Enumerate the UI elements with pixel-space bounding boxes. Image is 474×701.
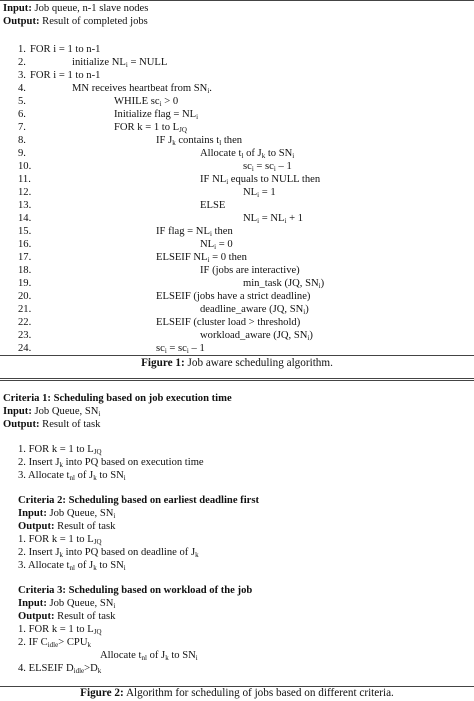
algo1-input-text: Job queue, n-1 slave nodes (34, 3, 149, 14)
algo2-line: Criteria 1: Scheduling based on job execution time (3, 393, 232, 404)
top-rule (0, 0, 474, 1)
algo2-top-rule (0, 378, 474, 379)
algo1-line-text: Allocate $t_l$ of $J_k$ to $SN_i$ (200, 148, 295, 160)
algo2-line: 1. FOR k = 1 to $L_{JQ}$ (18, 534, 102, 546)
algo1-line-number: 13. (18, 200, 32, 211)
algo1-line-number: 23. (18, 330, 32, 341)
algo1-line-number: 14. (18, 213, 32, 224)
algo1-line-number: 7. (18, 122, 26, 133)
algo2-line: 1. FOR k = 1 to $L_{JQ}$ (18, 624, 102, 636)
algo2-line: 2. Insert $J_k$ into PQ based on execution time (18, 457, 204, 469)
figure2-caption (0, 687, 474, 700)
algo1-bottom-rule (0, 355, 474, 356)
algo2-line: 3. Allocate $t_{nl}$ of $J_k$ to $SN_i$ (18, 470, 126, 482)
figure1-caption-text: Job aware scheduling algorithm. (187, 357, 333, 369)
algo1-line-text: FOR i = 1 to n-1 (30, 44, 101, 55)
figure2-caption-text: Algorithm for scheduling of jobs based on different criteria. (125, 687, 394, 699)
algo2-line: Output: Result of task (18, 521, 116, 532)
algo2-line: Input: Job Queue, $SN_i$ (3, 406, 101, 418)
algo1-line-text: IF $NL_i$ equals to NULL then (200, 174, 321, 186)
algo1-line-text: MN receives heartbeat from $SN_i$. (72, 83, 212, 95)
algo1-line-text: ELSEIF (cluster load > threshold) (156, 317, 301, 328)
algo1-input-label: Input: (3, 3, 32, 14)
algo1-line-number: 17. (18, 252, 32, 263)
figure1-caption-label: Figure 1: (141, 357, 185, 369)
algo1-line-text: Initialize flag = $NL_i$ (114, 109, 199, 121)
algo1-output (3, 15, 148, 28)
algo1-line-number: 8. (18, 135, 26, 146)
algo1-line-number: 4. (18, 83, 26, 94)
figure1-caption (0, 357, 474, 370)
algo1-line-number: 16. (18, 239, 32, 250)
algo2-line: Criteria 2: Scheduling based on earliest deadline first (18, 495, 259, 506)
algo2-line: 2. IF $C_{idle}> CPU_k$ (18, 637, 91, 649)
algo1-line-number: 11. (18, 174, 31, 185)
algo2-line: Output: Result of task (18, 611, 116, 622)
algo2-line: Allocate $t_{nl}$ of $J_k$ to $SN_i$ (100, 650, 198, 662)
algo1-line-text: WHILE $sc_i > 0$ (114, 96, 179, 108)
algo1-line-number: 6. (18, 109, 26, 120)
algo1-output-label: Output: (3, 16, 40, 27)
algo1-line-text: ELSEIF (jobs have a strict deadline) (156, 291, 311, 302)
algo1-line-text: ELSEIF $NL_i = 0$ then (156, 252, 247, 264)
algo1-line-number: 20. (18, 291, 32, 302)
algo1-line-number: 21. (18, 304, 32, 315)
algo1-line-number: 5. (18, 96, 26, 107)
algo1-line-text: ELSE (200, 200, 226, 211)
algo1-line-text: deadline_aware (JQ, $SN_i$) (200, 304, 309, 316)
algo1-line-number: 10. (18, 161, 32, 172)
algo1-line-text: workload_aware (JQ, $SN_i$) (200, 330, 313, 342)
algo2-line: Input: Job Queue, $SN_i$ (18, 508, 116, 520)
algo1-line-text: FOR i = 1 to n-1 (30, 70, 101, 81)
algo1-output-text: Result of completed jobs (42, 16, 148, 27)
algo1-line-text: $NL_i = NL_i + 1$ (243, 213, 304, 225)
algo1-line-text: min_task (JQ, $SN_i$) (243, 278, 325, 290)
figure2-caption-label: Figure 2: (80, 687, 124, 699)
algo1-line-number: 19. (18, 278, 32, 289)
algo1-line-text: FOR k = 1 to $L_{JQ}$ (114, 122, 187, 134)
algo1-line-number: 3. (18, 70, 26, 81)
algo1-line-text: $sc_i = sc_i - 1$ (243, 161, 292, 173)
algo1-line-number: 2. (18, 57, 26, 68)
algo1-line-number: 18. (18, 265, 32, 276)
algo1-line-text: initialize $NL_i$ = NULL (72, 57, 168, 69)
algo1-line-number: 12. (18, 187, 32, 198)
algo1-line-text: IF $J_k$ contains $t_l$ then (156, 135, 243, 147)
algo2-line: Criteria 3: Scheduling based on workload of the job (18, 585, 253, 596)
algo1-line-text: IF flag = $NL_i$ then (156, 226, 233, 238)
algo2-line: 4. ELSEIF $D_{idle}>D_k$ (18, 663, 102, 675)
algo2-line: Output: Result of task (3, 419, 101, 430)
algo1-line-number: 22. (18, 317, 32, 328)
algo1-line-number: 1. (18, 44, 26, 55)
algo1-line-number: 15. (18, 226, 32, 237)
algo2-header-rule (0, 380, 474, 381)
algo1-line-text: $NL_i = 1$ (243, 187, 276, 199)
algo1-line-number: 9. (18, 148, 26, 159)
algo1-line-text: $sc_i = sc_i - 1$ (156, 343, 205, 355)
algo1-input (3, 2, 148, 15)
algo1-line-number: 24. (18, 343, 32, 354)
algo2-line: 3. Allocate $t_{nl}$ of $J_k$ to $SN_i$ (18, 560, 126, 572)
algo1-line-text: IF (jobs are interactive) (200, 265, 300, 276)
algo2-line: 1. FOR k = 1 to $L_{JQ}$ (18, 444, 102, 456)
algo2-line: 2. Insert $J_k$ into PQ based on deadline of $J_k$ (18, 547, 199, 559)
algo2-line: Input: Job Queue, $SN_i$ (18, 598, 116, 610)
algo1-line-text: $NL_i = 0$ (200, 239, 233, 251)
